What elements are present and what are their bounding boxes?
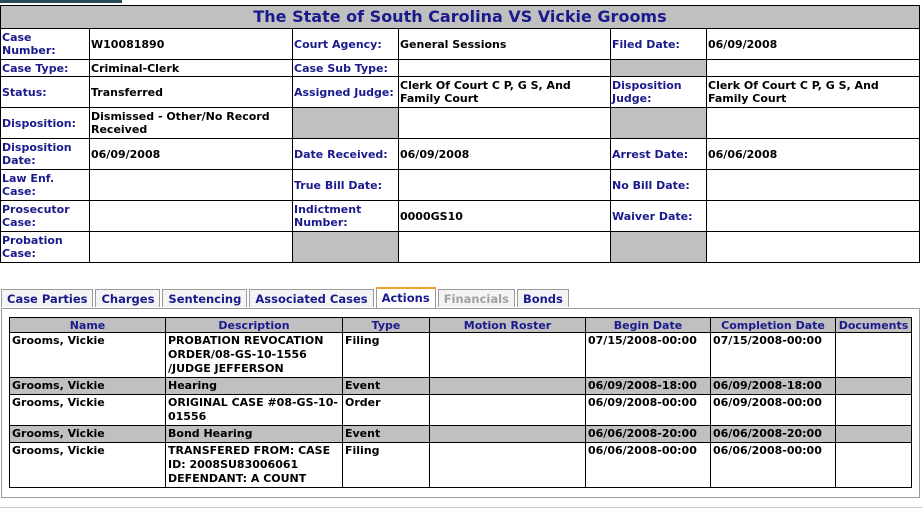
cell-completion-date: 07/15/2008-00:00 [711, 333, 836, 378]
tab-case-parties[interactable]: Case Parties [1, 289, 93, 307]
cell-name: Grooms, Vickie [10, 378, 166, 395]
tab-charges[interactable]: Charges [95, 289, 160, 307]
true-bill-date-value [399, 170, 611, 201]
cell-begin-date: 06/09/2008-00:00 [586, 395, 711, 426]
cell-type: Order [343, 395, 430, 426]
table-row [10, 333, 912, 378]
empty-cell [293, 232, 399, 263]
disposition-judge-value: Clerk Of Court C P, G S, And Family Court [707, 77, 920, 108]
case-type-label: Case Type: [1, 60, 90, 77]
filed-date-label: Filed Date: [611, 29, 707, 60]
cell-type: Event [343, 426, 430, 443]
empty-cell [611, 108, 707, 139]
no-bill-date-label: No Bill Date: [611, 170, 707, 201]
table-row [10, 378, 912, 395]
column-header-motion-roster[interactable]: Motion Roster [430, 318, 586, 333]
case-sub-type-label: Case Sub Type: [293, 60, 399, 77]
cell-type: Filing [343, 443, 430, 488]
disposition-judge-label: Disposition Judge: [611, 77, 707, 108]
case-tabs [1, 289, 571, 309]
tab-associated-cases[interactable]: Associated Cases [249, 289, 373, 307]
table-row [10, 443, 912, 488]
cell-completion-date: 06/09/2008-00:00 [711, 395, 836, 426]
cell-description: ORIGINAL CASE #08-GS-10-01556 [166, 395, 343, 426]
cell-name: Grooms, Vickie [10, 395, 166, 426]
disposition-date-value: 06/09/2008 [90, 139, 293, 170]
filed-date-value: 06/09/2008 [707, 29, 920, 60]
waiver-date-label: Waiver Date: [611, 201, 707, 232]
column-header-type[interactable]: Type [343, 318, 430, 333]
column-header-begin-date[interactable]: Begin Date [586, 318, 711, 333]
empty-cell [399, 108, 611, 139]
column-header-name[interactable]: Name [10, 318, 166, 333]
arrest-date-value: 06/06/2008 [707, 139, 920, 170]
probation-case-label: Probation Case: [1, 232, 90, 263]
cell-documents [836, 333, 912, 378]
empty-cell [399, 232, 611, 263]
empty-cell [707, 60, 920, 77]
court-agency-label: Court Agency: [293, 29, 399, 60]
case-sub-type-value [399, 60, 611, 77]
status-value: Transferred [90, 77, 293, 108]
law-enf-case-label: Law Enf. Case: [1, 170, 90, 201]
status-label: Status: [1, 77, 90, 108]
bottom-divider [0, 507, 922, 508]
assigned-judge-value: Clerk Of Court C P, G S, And Family Court [399, 77, 611, 108]
case-details-table [0, 5, 920, 263]
cell-motion-roster [430, 395, 586, 426]
table-row [10, 395, 912, 426]
case-number-label: Case Number: [1, 29, 90, 60]
cell-documents [836, 378, 912, 395]
cell-completion-date: 06/06/2008-20:00 [711, 426, 836, 443]
case-title: The State of South Carolina VS Vickie Grooms [1, 6, 920, 29]
cell-motion-roster [430, 426, 586, 443]
tab-actions[interactable]: Actions [376, 287, 436, 308]
column-header-description[interactable]: Description [166, 318, 343, 333]
tab-financials: Financials [438, 289, 515, 307]
no-bill-date-value [707, 170, 920, 201]
empty-cell [707, 108, 920, 139]
top-accent-bar [0, 0, 122, 3]
indictment-number-value: 0000GS10 [399, 201, 611, 232]
cell-description: Bond Hearing [166, 426, 343, 443]
empty-cell [611, 60, 707, 77]
cell-completion-date: 06/09/2008-18:00 [711, 378, 836, 395]
date-received-value: 06/09/2008 [399, 139, 611, 170]
cell-name: Grooms, Vickie [10, 443, 166, 488]
column-header-completion-date[interactable]: Completion Date [711, 318, 836, 333]
case-number-value: W10081890 [90, 29, 293, 60]
disposition-date-label: Disposition Date: [1, 139, 90, 170]
prosecutor-case-label: Prosecutor Case: [1, 201, 90, 232]
case-type-value: Criminal-Clerk [90, 60, 293, 77]
true-bill-date-label: True Bill Date: [293, 170, 399, 201]
disposition-value: Dismissed - Other/No Record Received [90, 108, 293, 139]
arrest-date-label: Arrest Date: [611, 139, 707, 170]
column-header-documents[interactable]: Documents [836, 318, 912, 333]
cell-description: TRANSFERED FROM: CASE ID: 2008SU83006061 DEFENDANT: A COUNT [166, 443, 343, 488]
cell-documents [836, 395, 912, 426]
empty-cell [293, 108, 399, 139]
cell-type: Event [343, 378, 430, 395]
cell-description: Hearing [166, 378, 343, 395]
law-enf-case-value [90, 170, 293, 201]
cell-begin-date: 06/06/2008-20:00 [586, 426, 711, 443]
cell-completion-date: 06/06/2008-00:00 [711, 443, 836, 488]
disposition-label: Disposition: [1, 108, 90, 139]
tab-bonds[interactable]: Bonds [517, 289, 569, 307]
probation-case-value [90, 232, 293, 263]
cell-begin-date: 06/09/2008-18:00 [586, 378, 711, 395]
cell-documents [836, 426, 912, 443]
table-row [10, 426, 912, 443]
actions-table [9, 317, 912, 488]
indictment-number-label: Indictment Number: [293, 201, 399, 232]
cell-description: PROBATION REVOCATION ORDER/08-GS-10-1556 /JUDGE JEFFERSON [166, 333, 343, 378]
cell-begin-date: 06/06/2008-00:00 [586, 443, 711, 488]
cell-documents [836, 443, 912, 488]
date-received-label: Date Received: [293, 139, 399, 170]
cell-begin-date: 07/15/2008-00:00 [586, 333, 711, 378]
cell-name: Grooms, Vickie [10, 426, 166, 443]
cell-motion-roster [430, 333, 586, 378]
cell-motion-roster [430, 378, 586, 395]
assigned-judge-label: Assigned Judge: [293, 77, 399, 108]
waiver-date-value [707, 201, 920, 232]
empty-cell [707, 232, 920, 263]
cell-name: Grooms, Vickie [10, 333, 166, 378]
prosecutor-case-value [90, 201, 293, 232]
cell-motion-roster [430, 443, 586, 488]
empty-cell [611, 232, 707, 263]
court-agency-value: General Sessions [399, 29, 611, 60]
tab-sentencing[interactable]: Sentencing [162, 289, 247, 307]
cell-type: Filing [343, 333, 430, 378]
